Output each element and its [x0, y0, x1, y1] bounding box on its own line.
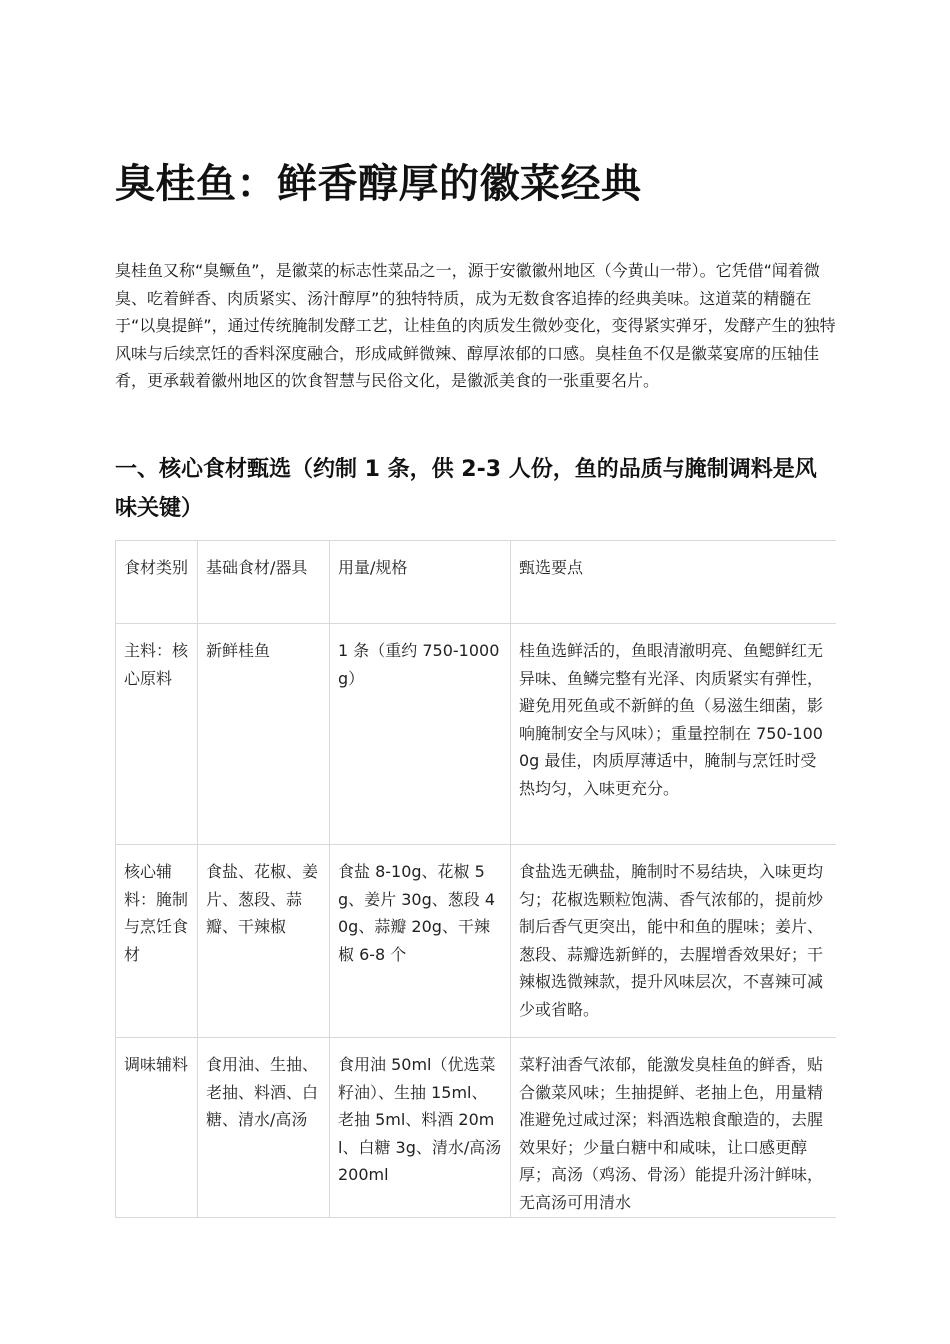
column-header-amount: 用量/规格: [330, 541, 511, 624]
table-cell-ingredient: 食用油、生抽、老抽、料酒、白糖、清水/高汤: [198, 1038, 330, 1219]
table-row: [116, 1038, 837, 1219]
intro-paragraph: 臭桂鱼又称“臭鳜鱼”，是徽菜的标志性菜品之一，源于安徽徽州地区（今黄山一带）。它凭借“闻着微臭、吃着鲜香、肉质紧实、汤汁醇厚”的独特特质，成为无数食客追捧的经典美味。这道菜的精髓在于“以臭提鲜”，通过传统腌制发酵工艺，让桂鱼的肉质发生微妙变化，变得紧实弹牙，发酵产生的独特风味与后续烹饪的香料深度融合，形成咸鲜微辣、醇厚浓郁的口感。臭桂鱼不仅是徽菜宴席的压轴佳肴，更承载着徽州地区的饮食智慧与民俗文化，是徽派美食的一张重要名片。: [115, 261, 836, 391]
column-header-selection-tips: 甄选要点: [511, 541, 837, 624]
table-cell-amount: 食用油 50ml（优选菜籽油）、生抽 15ml、老抽 5ml、料酒 20ml、白糖 3g、清水/高汤 200ml: [330, 1038, 511, 1219]
table-cell-ingredient: 食盐、花椒、姜片、葱段、蒜瓣、干辣椒: [198, 845, 330, 1038]
table-cell-selection-tips: 食盐选无碘盐，腌制时不易结块，入味更均匀；花椒选颗粒饱满、香气浓郁的，提前炒制后香气更突出，能中和鱼的腥味；姜片、葱段、蒜瓣选新鲜的，去腥增香效果好；干辣椒选微辣款，提升风味层次，不喜辣可减少或省略。: [511, 845, 837, 1038]
column-header-ingredient: 基础食材/器具: [198, 541, 330, 624]
table-cell-selection-tips: 菜籽油香气浓郁，能激发臭桂鱼的鲜香，贴合徽菜风味；生抽提鲜、老抽上色，用量精准避免过咸过深；料酒选粮食酿造的，去腥效果好；少量白糖中和咸味，让口感更醇厚；高汤（鸡汤、骨汤）能提升汤汁鲜味，无高汤可用清水: [511, 1038, 837, 1219]
ingredients-table-container: [115, 540, 836, 1218]
section-heading-ingredients: 一、核心食材甄选（约制 1 条，供 2-3 人份，鱼的品质与腌制调料是风味关键）: [115, 457, 817, 521]
column-header-category: 食材类别: [116, 541, 198, 624]
table-cell-amount: 1 条（重约 750-1000g）: [330, 624, 511, 845]
table-cell-ingredient: 新鲜桂鱼: [198, 624, 330, 845]
table-cell-category: 核心辅料：腌制与烹饪食材: [116, 845, 198, 1038]
table-cell-category: 主料：核心原料: [116, 624, 198, 845]
ingredients-table: [115, 540, 836, 1218]
page-title: 臭桂鱼：鲜香醇厚的徽菜经典: [115, 161, 642, 207]
table-cell-amount: 食盐 8-10g、花椒 5g、姜片 30g、葱段 40g、蒜瓣 20g、干辣椒 6-8 个: [330, 845, 511, 1038]
table-row: [116, 845, 837, 1038]
table-row: [116, 624, 837, 845]
table-cell-category: 调味辅料: [116, 1038, 198, 1219]
table-cell-selection-tips: 桂鱼选鲜活的，鱼眼清澈明亮、鱼鳃鲜红无异味、鱼鳞完整有光泽、肉质紧实有弹性，避免用死鱼或不新鲜的鱼（易滋生细菌，影响腌制安全与风味）；重量控制在 750-1000g 最佳，肉质厚薄适中，腌制与烹饪时受热均匀，入味更充分。: [511, 624, 837, 845]
table-header-row: [116, 541, 837, 624]
